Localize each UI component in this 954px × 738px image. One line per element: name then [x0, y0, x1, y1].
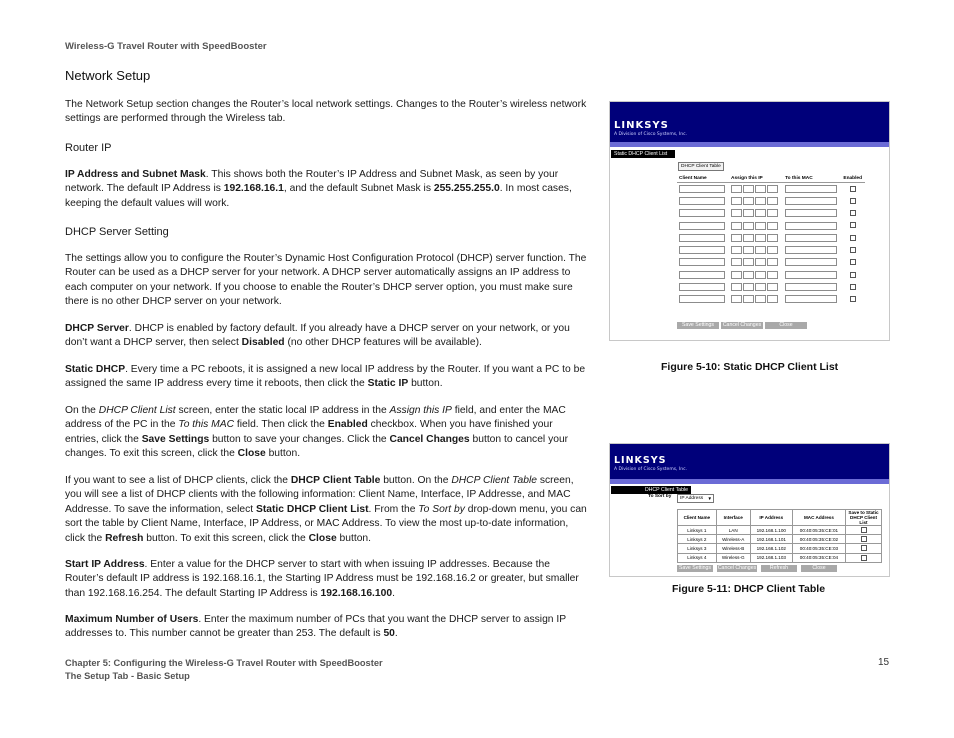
ip-octet-input[interactable]	[743, 295, 754, 303]
mac-input[interactable]	[785, 283, 837, 291]
table-row	[678, 535, 882, 544]
ip-octet-input[interactable]	[755, 271, 766, 279]
table-row	[677, 195, 865, 207]
ip-octet-input[interactable]	[767, 234, 778, 242]
col-to-mac: To this MAC	[783, 175, 841, 183]
save-to-static-checkbox[interactable]	[861, 545, 867, 551]
dhcp-client-table	[677, 509, 882, 563]
sort-select[interactable]: IP Address ▼	[677, 494, 714, 503]
table-cell: Linksys 4	[678, 553, 717, 562]
save-to-static-checkbox[interactable]	[861, 527, 867, 533]
figure1-caption: Figure 5-10: Static DHCP Client List	[661, 361, 839, 373]
col-save-to-static: Save to Static DHCP Client List	[846, 510, 882, 526]
ip-octet-input[interactable]	[731, 197, 742, 205]
ip-octet-input[interactable]	[755, 197, 766, 205]
table-cell: 00:40:05:35:CE:02	[792, 535, 845, 544]
table-row	[677, 293, 865, 305]
linksys-header	[610, 102, 889, 142]
ip-octet-input[interactable]	[767, 283, 778, 291]
ip-octet-input[interactable]	[767, 222, 778, 230]
figure-dhcp-client-table	[609, 443, 890, 577]
page-number: 15	[878, 657, 890, 668]
ip-octet-input[interactable]	[731, 283, 742, 291]
figure-static-dhcp-client-list	[609, 101, 890, 341]
dhcp-server-paragraph: DHCP Server. DHCP is enabled by factory default. If you already have a DHCP server on your network, or you don’t want a DHCP server, then select Disabled (no other DHCP features will be available).	[65, 323, 570, 349]
table-cell: 00:40:05:35:CE:01	[792, 526, 845, 535]
table-cell: 00:40:05:35:CE:03	[792, 544, 845, 553]
dhcp-client-table-button[interactable]: DHCP Client Table	[678, 162, 724, 171]
tab-dhcp-client-table: DHCP Client Table	[611, 486, 691, 494]
ip-octet-input[interactable]	[743, 283, 754, 291]
static-dhcp-paragraph: Static DHCP. Every time a PC reboots, it is assigned a new local IP address by the Router. If you want a PC to be assigned the same IP address every time it reboots, then click the Static IP button.	[65, 364, 586, 390]
ip-octet-input[interactable]	[767, 271, 778, 279]
ip-octet-input[interactable]	[755, 246, 766, 254]
table-row	[678, 553, 882, 562]
table-row	[678, 544, 882, 553]
enabled-checkbox[interactable]	[850, 247, 856, 253]
table-cell: 192.168.1.102	[750, 544, 792, 553]
save-to-static-checkbox[interactable]	[861, 536, 867, 542]
text-input[interactable]	[679, 271, 725, 279]
table-row	[677, 256, 865, 268]
mac-input[interactable]	[785, 234, 837, 242]
ip-octet-input[interactable]	[755, 222, 766, 230]
ip-octet-input[interactable]	[731, 246, 742, 254]
ip-octet-input[interactable]	[743, 258, 754, 266]
col-interface: Interface	[716, 510, 750, 526]
ip-octet-input[interactable]	[767, 209, 778, 217]
header-band	[610, 142, 889, 147]
close-button[interactable]: Close	[765, 322, 807, 329]
ip-octet-input[interactable]	[755, 234, 766, 242]
dhcp-intro-paragraph: The settings allow you to configure the Router’s Dynamic Host Configuration Protocol (DHCP) server function. The Router can be used as a DHCP server for your network. A DHCP server automatically assigns an IP address to each computer on your network. If you choose to enable the Router’s DHCP server option, you must make sure there is no other DHCP server on your network.	[65, 253, 587, 308]
mac-input[interactable]	[785, 222, 837, 230]
ip-octet-input[interactable]	[755, 295, 766, 303]
table-row	[677, 183, 865, 195]
save-settings-button-2[interactable]: Save Settings	[678, 565, 711, 571]
table-row	[677, 232, 865, 244]
col-client-name: Client Name	[678, 510, 717, 526]
ip-octet-input[interactable]	[767, 197, 778, 205]
ip-octet-input[interactable]	[767, 185, 778, 193]
ip-octet-input[interactable]	[767, 246, 778, 254]
ip-octet-input[interactable]	[767, 295, 778, 303]
mac-input[interactable]	[785, 246, 837, 254]
client-list-paragraph: On the DHCP Client List screen, enter the static local IP address in the Assign this IP field, and enter the MAC address of the PC in the To this MAC field. Then click the Enabled checkbox. When you have finished your entries, click the Save Settings button to save your changes. Click the Cancel Changes button to cancel your changes. To exit this screen, click the Close button.	[65, 405, 569, 460]
ip-octet-input[interactable]	[731, 271, 742, 279]
cancel-changes-button-2[interactable]: Cancel Changes	[717, 565, 757, 571]
table-cell: Wireless-B	[716, 544, 750, 553]
close-button-2[interactable]: Close	[801, 565, 837, 572]
ip-octet-input[interactable]	[731, 258, 742, 266]
mac-input[interactable]	[785, 271, 837, 279]
text-input[interactable]	[679, 295, 725, 303]
table-cell: Linksys 1	[678, 526, 717, 535]
section-title: Network Setup	[65, 68, 151, 83]
ip-octet-input[interactable]	[731, 185, 742, 193]
table-cell: 192.168.1.103	[750, 553, 792, 562]
ip-octet-input[interactable]	[755, 283, 766, 291]
running-head: Wireless-G Travel Router with SpeedBooster	[65, 41, 267, 52]
text-input[interactable]	[679, 283, 725, 291]
ip-octet-input[interactable]	[743, 185, 754, 193]
ip-paragraph: IP Address and Subnet Mask. This shows both the Router’s IP Address and Subnet Mask, as seen by your network. The default IP Address is 192.168.16.1, and the default Subnet Mask is 255.255.255.0. In most cases, keeping the default values will work.	[65, 169, 572, 209]
ip-octet-input[interactable]	[743, 209, 754, 217]
text-input[interactable]	[679, 246, 725, 254]
linksys-logo: LINKSYS A Division of Cisco Systems, Inc.	[614, 120, 687, 137]
ip-octet-input[interactable]	[743, 197, 754, 205]
start-ip-paragraph: Start IP Address. Enter a value for the DHCP server to start with when issuing IP addresses. Because the Router’s default IP address is 192.168.16.1, the Starting IP Address must be 192.168.16.2 or greater, but smaller than 192.168.16.254. The default Starting IP Address is 192.168.16.100.	[65, 559, 579, 599]
refresh-button[interactable]: Refresh	[761, 565, 797, 572]
mac-input[interactable]	[785, 209, 837, 217]
save-to-static-checkbox[interactable]	[861, 555, 867, 561]
footer	[65, 657, 383, 682]
text-input[interactable]	[679, 234, 725, 242]
enabled-checkbox[interactable]	[850, 284, 856, 290]
linksys-header-2	[610, 444, 889, 479]
enabled-checkbox[interactable]	[850, 222, 856, 228]
enabled-checkbox[interactable]	[850, 198, 856, 204]
enabled-checkbox[interactable]	[850, 186, 856, 192]
table-cell: 192.168.1.100	[750, 526, 792, 535]
client-table-paragraph: If you want to see a list of DHCP clients, click the DHCP Client Table button. On the DHCP Client Table screen, you will see a list of DHCP clients with the following information: Client Name, Interface, IP Addresse, and MAC Addresse. To save the information, select Static DHCP Client List. From the To Sort by drop-down menu, you can sort the table by Client Name, Interface, IP Address, or MAC Address. To view the most up-to-date information, click the Refresh button. To exit this screen, click the Close button.	[65, 475, 587, 544]
linksys-logo-2: LINKSYS A Division of Cisco Systems, Inc.	[614, 455, 687, 472]
ip-octet-input[interactable]	[731, 295, 742, 303]
dhcp-heading: DHCP Server Setting	[65, 226, 169, 238]
ip-octet-input[interactable]	[743, 222, 754, 230]
static-client-table	[677, 175, 865, 305]
table-cell: Wireless-A	[716, 535, 750, 544]
table-cell: Wireless-G	[716, 553, 750, 562]
header-band-2	[610, 479, 889, 484]
mac-input[interactable]	[785, 295, 837, 303]
enabled-checkbox[interactable]	[850, 235, 856, 241]
ip-octet-input[interactable]	[731, 209, 742, 217]
table-row	[677, 269, 865, 281]
ip-octet-input[interactable]	[755, 185, 766, 193]
table-cell: Linksys 3	[678, 544, 717, 553]
footer-section: The Setup Tab - Basic Setup	[65, 670, 190, 681]
text-input[interactable]	[679, 209, 725, 217]
table-cell: Linksys 2	[678, 535, 717, 544]
enabled-checkbox[interactable]	[850, 259, 856, 265]
text-input[interactable]	[679, 222, 725, 230]
max-users-paragraph: Maximum Number of Users. Enter the maximum number of PCs that you want the DHCP server to assign IP addresses to. This number cannot be greater than 253. The default is 50.	[65, 614, 566, 640]
table-row	[677, 207, 865, 219]
ip-octet-input[interactable]	[743, 271, 754, 279]
table-cell: LAN	[716, 526, 750, 535]
table-row	[677, 219, 865, 231]
cancel-changes-button[interactable]: Cancel Changes	[722, 322, 762, 328]
save-settings-button[interactable]: Save Settings	[677, 322, 719, 329]
col-assign-ip: Assign this IP	[729, 175, 783, 183]
ip-octet-input[interactable]	[731, 234, 742, 242]
mac-input[interactable]	[785, 258, 837, 266]
col-client-name: Client Name	[677, 175, 729, 183]
enabled-checkbox[interactable]	[850, 296, 856, 302]
ip-octet-input[interactable]	[743, 246, 754, 254]
text-input[interactable]	[679, 185, 725, 193]
footer-chapter: Chapter 5: Configuring the Wireless-G Travel Router with SpeedBooster	[65, 658, 383, 668]
ip-octet-input[interactable]	[731, 222, 742, 230]
col-mac-address: MAC Address	[792, 510, 845, 526]
router-ip-heading: Router IP	[65, 142, 112, 154]
chevron-down-icon: ▼	[707, 496, 712, 501]
ip-octet-input[interactable]	[743, 234, 754, 242]
mac-input[interactable]	[785, 185, 837, 193]
ip-octet-input[interactable]	[755, 209, 766, 217]
col-enabled: Enabled	[841, 175, 865, 183]
col-ip-address: IP Address	[750, 510, 792, 526]
ip-octet-input[interactable]	[755, 258, 766, 266]
table-row	[677, 244, 865, 256]
table-cell: 00:40:05:35:CE:04	[792, 553, 845, 562]
table-row	[678, 526, 882, 535]
figure2-caption: Figure 5-11: DHCP Client Table	[672, 583, 826, 595]
tab-static-dhcp: Static DHCP Client List	[611, 150, 675, 158]
text-input[interactable]	[679, 197, 725, 205]
enabled-checkbox[interactable]	[850, 272, 856, 278]
enabled-checkbox[interactable]	[850, 210, 856, 216]
table-cell: 192.168.1.101	[750, 535, 792, 544]
sort-label: To Sort by	[648, 494, 672, 499]
intro-paragraph: The Network Setup section changes the Router’s local network settings. Changes to the Router’s wireless network settings are performed through the Wireless tab.	[65, 99, 587, 125]
table-row	[677, 281, 865, 293]
ip-octet-input[interactable]	[767, 258, 778, 266]
text-input[interactable]	[679, 258, 725, 266]
mac-input[interactable]	[785, 197, 837, 205]
